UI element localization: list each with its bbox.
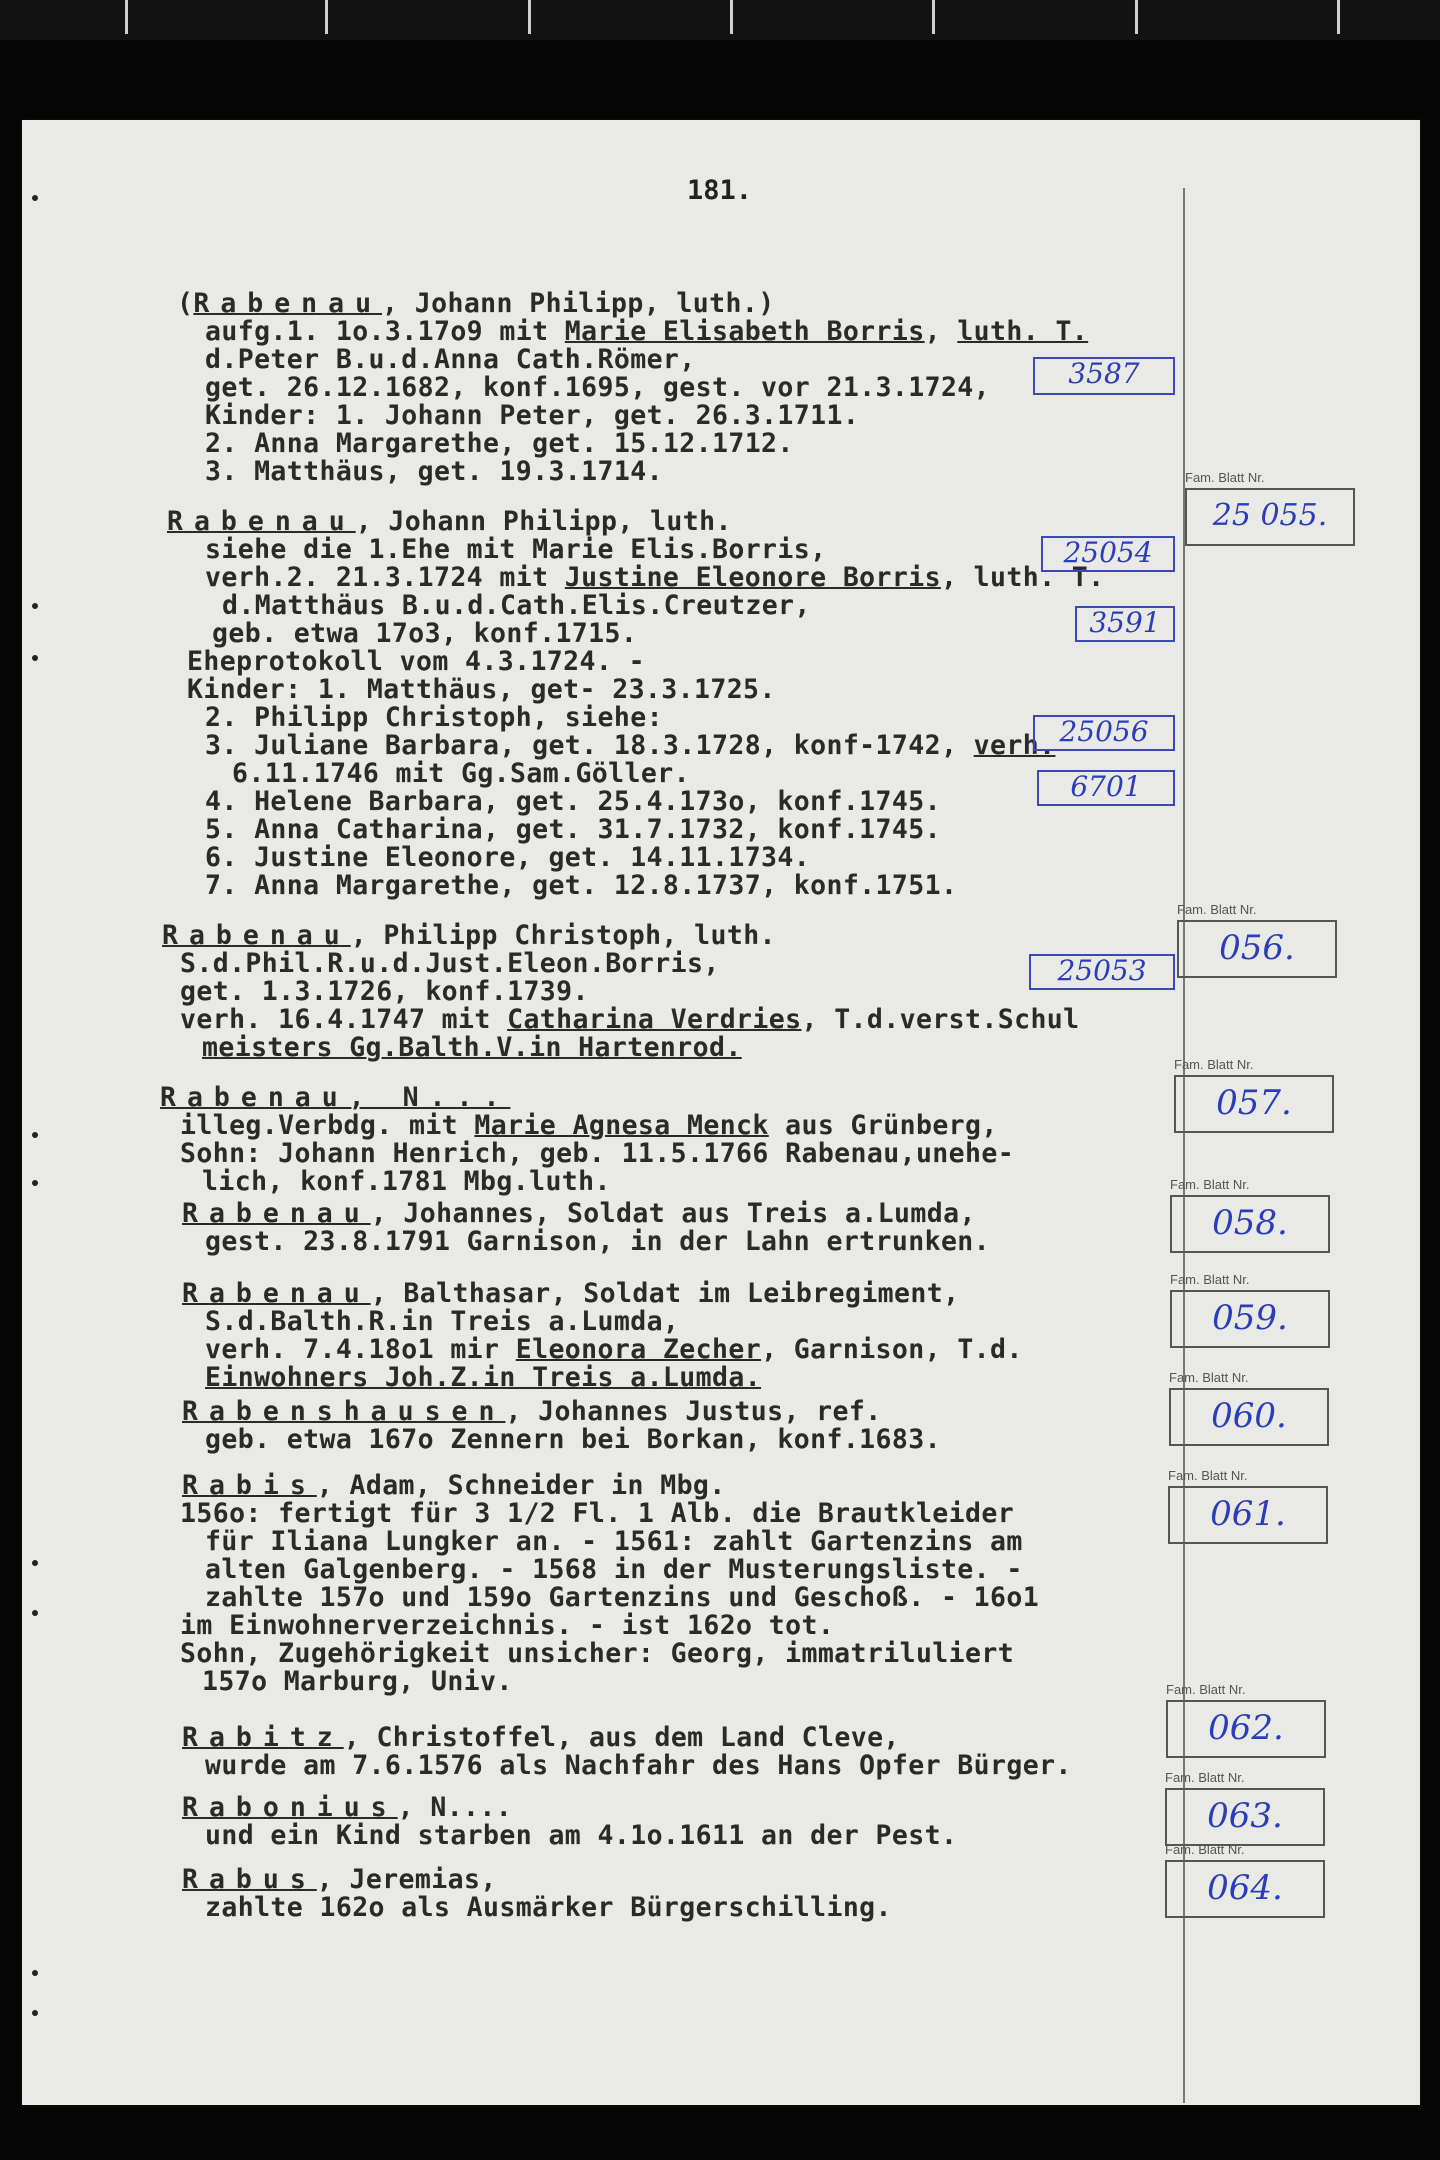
entry-line [180,1140,1014,1168]
line-text: 5. Anna Catharina, get. 31.7.1732, konf.1745. [205,814,941,845]
punch-hole [32,1180,38,1186]
entry-line [205,430,794,458]
strip-tick [1337,0,1340,34]
line-text: gest. 23.8.1791 Garnison, in der Lahn ertrunken. [205,1226,991,1257]
underlined-text: Justine Eleonore Borris [564,562,941,593]
strip-tick [528,0,531,34]
line-text: get. 1.3.1726, konf.1739. [180,976,589,1007]
entry-line [205,536,826,564]
line-text: Kinder: 1. Johann Peter, get. 26.3.1711. [205,400,860,431]
entry-heading-line [182,1398,882,1426]
underlined-text: Marie Agnesa Menck [474,1110,769,1141]
entry-line [205,1426,941,1454]
line-text: Sohn, Zugehörigkeit unsicher: Georg, immatriluliert [180,1638,1015,1669]
family-sheet-number: 063. [1165,1788,1325,1846]
line-text: illeg.Verbdg. mit [180,1110,475,1141]
entry-heading-line [162,922,776,950]
entry-line [205,346,696,374]
line-text: , luth. T. [940,562,1105,593]
strip-tick [730,0,733,34]
entry-line [205,732,1055,760]
line-text: d.Matthäus B.u.d.Cath.Elis.Creutzer, [222,590,811,621]
line-text: geb. etwa 17o3, konf.1715. [212,618,638,649]
underlined-text: Marie Elisabeth Borris [564,316,925,347]
family-sheet-number: 25 055. [1185,488,1355,546]
surname: Rabenau, N... [160,1082,511,1113]
strip-tick [125,0,128,34]
entry-line [205,1822,957,1850]
family-sheet-number: 059. [1170,1290,1330,1348]
entry-line [180,1612,834,1640]
line-text: zahlte 162o als Ausmärker Bürgerschilling. [205,1892,892,1923]
surname: Rabenshausen [182,1396,506,1427]
family-sheet-label: Fam. Blatt Nr. [1174,1057,1254,1072]
entry-line [205,318,1088,346]
entry-line [180,950,720,978]
underlined-text: luth. T. [957,316,1089,347]
family-sheet-label: Fam. Blatt Nr. [1165,1770,1245,1785]
line-text: wurde am 7.6.1576 als Nachfahr des Hans Opfer Bürger. [205,1750,1072,1781]
line-text: , T.d.verst.Schul [801,1004,1080,1035]
line-text: alten Galgenberg. - 1568 in der Musterungsliste. - [205,1554,1023,1585]
entry-line [180,1640,1014,1668]
ref-number-box: 25054 [1041,536,1175,572]
line-text: aus Grünberg, [768,1110,998,1141]
ref-number-box: 3591 [1075,606,1175,642]
line-text: 6. Justine Eleonore, get. 14.11.1734. [205,842,811,873]
underlined-text: meisters Gg.Balth.V.in Hartenrod. [202,1032,742,1063]
punch-hole [32,2010,38,2016]
line-text: , Adam, Schneider in Mbg. [316,1470,726,1501]
entry-line [205,564,1105,592]
punch-hole [32,655,38,661]
surname: Rabus [182,1864,317,1895]
entry-line [180,1500,1014,1528]
entry-line [212,620,637,648]
line-text: Eheprotokoll vom 4.3.1724. - [187,646,645,677]
ref-number-box: 25056 [1033,715,1175,751]
line-text: , Balthasar, Soldat im Leibregiment, [370,1278,960,1309]
line-text: , Johann Philipp, luth. [355,506,732,537]
entry-line [205,1752,1072,1780]
family-sheet-label: Fam. Blatt Nr. [1170,1177,1250,1192]
strip-tick [932,0,935,34]
line-text: , Johannes, Soldat aus Treis a.Lumda, [370,1198,976,1229]
surname: Rabenau [167,506,356,537]
entry-line [202,1668,513,1696]
ref-number-box: 25053 [1029,954,1175,990]
line-text: 2. Anna Margarethe, get. 15.12.1712. [205,428,794,459]
punch-hole [32,1560,38,1566]
line-text: und ein Kind starben am 4.1o.1611 an der Pest. [205,1820,958,1851]
strip-tick [325,0,328,34]
entry-line [205,458,663,486]
line-text: S.d.Balth.R.in Treis a.Lumda, [205,1306,680,1337]
family-sheet-label: Fam. Blatt Nr. [1185,470,1265,485]
line-text: Kinder: 1. Matthäus, get- 23.3.1725. [187,674,776,705]
line-text: , Philipp Christoph, luth. [350,920,776,951]
line-text: lich, konf.1781 Mbg.luth. [202,1166,611,1197]
punch-hole [32,195,38,201]
entry-line [205,1894,892,1922]
line-text: 157o Marburg, Univ. [202,1666,513,1697]
page-number: 181. [687,175,753,206]
line-text: S.d.Phil.R.u.d.Just.Eleon.Borris, [180,948,720,979]
entry-heading-line [167,508,732,536]
document-page [22,120,1420,2105]
ref-number-box: 3587 [1033,357,1175,395]
family-sheet-number: 062. [1166,1700,1326,1758]
line-text: 7. Anna Margarethe, get. 12.8.1737, konf.1751. [205,870,958,901]
family-sheet-number: 061. [1168,1486,1328,1544]
entry-line [180,978,589,1006]
line-text: , Jeremias, [316,1864,497,1895]
family-sheet-label: Fam. Blatt Nr. [1177,902,1257,917]
entry-line [187,676,776,704]
family-sheet-number: 058. [1170,1195,1330,1253]
entry-line [187,648,645,676]
underlined-text: Eleonora Zecher [515,1334,762,1365]
entry-line [205,402,859,430]
entry-heading-line [182,1724,900,1752]
line-text: geb. etwa 167o Zennern bei Borkan, konf.1683. [205,1424,941,1455]
entry-line [205,1556,1023,1584]
entry-line [205,1336,1023,1364]
line-text: verh.2. 21.3.1724 mit [205,562,565,593]
line-text: 3. Juliane Barbara, get. 18.3.1728, konf-1742, [205,730,974,761]
family-sheet-number: 057. [1174,1075,1334,1133]
family-sheet-label: Fam. Blatt Nr. [1165,1842,1245,1857]
entry-line [202,1034,742,1062]
entry-line [205,1308,679,1336]
ref-number-box: 6701 [1037,770,1175,806]
line-text: 2. Philipp Christoph, siehe: [205,702,663,733]
underlined-text: Catharina Verdries [507,1004,802,1035]
entry-heading-line [182,1280,959,1308]
family-sheet-label: Fam. Blatt Nr. [1170,1272,1250,1287]
punch-hole [32,1610,38,1616]
entry-line [205,844,810,872]
family-sheet-number: 064. [1165,1860,1325,1918]
entry-line [180,1112,998,1140]
surname: Rabitz [182,1722,344,1753]
line-text: siehe die 1.Ehe mit Marie Elis.Borris, [205,534,827,565]
entry-heading-line [182,1794,512,1822]
punch-hole [32,1970,38,1976]
surname: Rabis [182,1470,317,1501]
line-text: , Johann Philipp, luth.) [382,288,775,319]
line-text: , Christoffel, aus dem Land Cleve, [343,1722,900,1753]
entry-line [232,760,690,788]
punch-hole [32,603,38,609]
entry-line [205,1584,1039,1612]
punch-hole [32,1132,38,1138]
surname: Rabenau [193,288,383,319]
surname: Rabenau [162,920,351,951]
entry-line [205,1528,1023,1556]
line-text: zahlte 157o und 159o Gartenzins und Geschoß. - 16o1 [205,1582,1040,1613]
surname: Rabonius [182,1792,398,1823]
entry-line [205,704,663,732]
entry-line [205,872,957,900]
line-text: 156o: fertigt für 3 1/2 Fl. 1 Alb. die Brautkleider [180,1498,1015,1529]
family-sheet-label: Fam. Blatt Nr. [1166,1682,1246,1697]
line-text: verh. 16.4.1747 mit [180,1004,508,1035]
entry-line [180,1006,1080,1034]
line-text: 4. Helene Barbara, get. 25.4.173o, konf.1745. [205,786,941,817]
entry-heading-line [177,290,775,318]
line-text: aufg.1. 1o.3.17o9 mit [205,316,565,347]
family-sheet-label: Fam. Blatt Nr. [1169,1370,1249,1385]
family-sheet-label: Fam. Blatt Nr. [1168,1468,1248,1483]
line-text: im Einwohnerverzeichnis. - ist 162o tot. [180,1610,835,1641]
entry-heading-line [182,1200,976,1228]
surname: Rabenau [182,1198,371,1229]
line-text: d.Peter B.u.d.Anna Cath.Römer, [205,344,696,375]
line-text: 3. Matthäus, get. 19.3.1714. [205,456,663,487]
strip-tick [1135,0,1138,34]
line-text: , N.... [397,1792,513,1823]
line-text: get. 26.12.1682, konf.1695, gest. vor 21.3.1724, [205,372,991,403]
line-text: für Iliana Lungker an. - 1561: zahlt Gartenzins am [205,1526,1023,1557]
line-text: 6.11.1746 mit Gg.Sam.Göller. [232,758,690,789]
line-text: , Johannes Justus, ref. [505,1396,882,1427]
line-text: Sohn: Johann Henrich, geb. 11.5.1766 Rabenau,unehe- [180,1138,1015,1169]
entry-line [202,1168,611,1196]
entry-line [205,788,941,816]
surname: Rabenau [182,1278,371,1309]
entry-line [205,1364,761,1392]
underlined-text: Einwohners Joh.Z.in Treis a.Lumda. [205,1362,762,1393]
line-text: , [924,316,958,347]
entry-line [205,374,990,402]
family-sheet-number: 056. [1177,920,1337,978]
entry-line [205,1228,990,1256]
line-text: , Garnison, T.d. [761,1334,1023,1365]
entry-heading-line [182,1472,726,1500]
family-sheet-number: 060. [1169,1388,1329,1446]
line-text: ( [177,288,194,319]
line-text: verh. 7.4.18o1 mir [205,1334,516,1365]
entry-line [205,816,941,844]
film-strip [0,0,1440,40]
entry-heading-line [182,1866,497,1894]
entry-heading-line [160,1084,510,1112]
underlined-text: verh. [973,730,1056,761]
entry-line [222,592,811,620]
